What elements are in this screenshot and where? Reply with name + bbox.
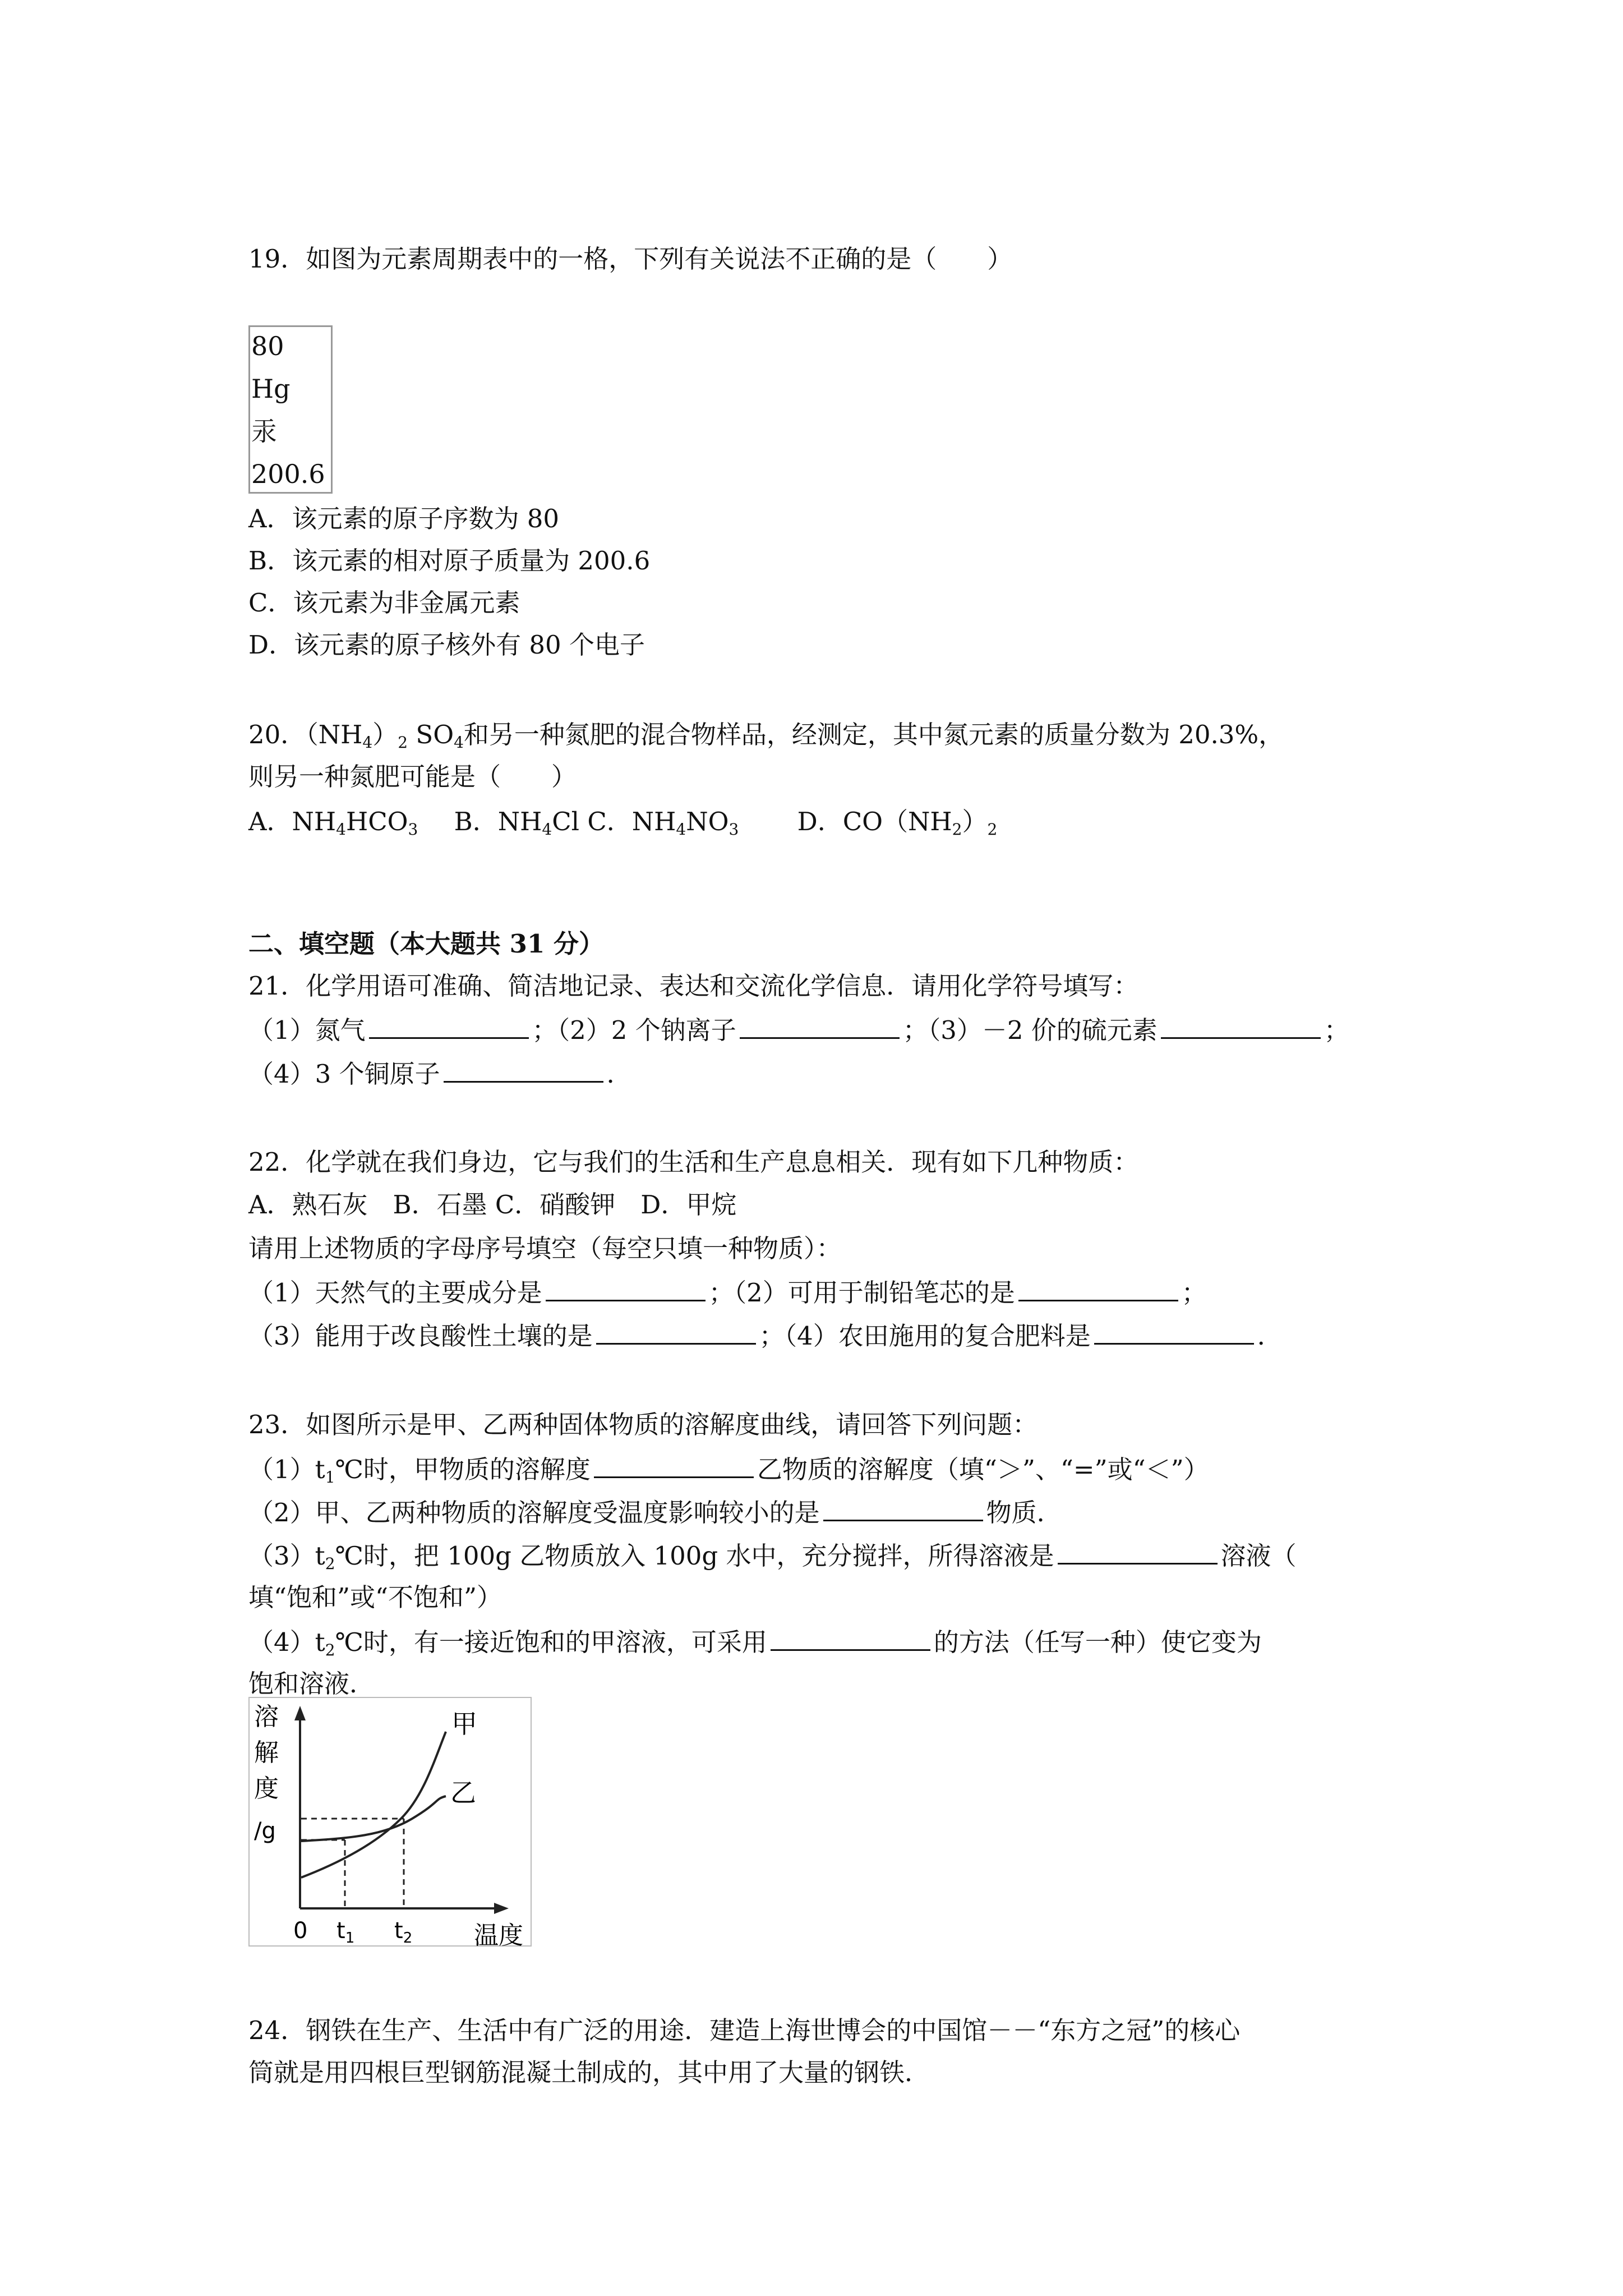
- q20-option-c: C．$NH_4NO_3$: [587, 807, 739, 839]
- answer-blank[interactable]: [596, 1318, 756, 1345]
- q21-line2: （4）3 个铜原子 ．: [248, 1056, 632, 1091]
- y-axis-label-4: /g: [254, 1818, 276, 1844]
- origin-label: 0: [293, 1918, 308, 1944]
- element-cell: [248, 325, 333, 494]
- q23-part3: $(3)t_2℃$时，把 100g 乙物质放入 100g 水中，充分搅拌，所得溶液是 溶液（: [248, 1538, 1297, 1573]
- q19-stem: 19．如图为元素周期表中的一格，下列有关说法不正确的是（ ）: [248, 244, 1013, 274]
- answer-blank[interactable]: [1161, 1013, 1321, 1039]
- q21-line1: （1）氮气 ；（2）2 个钠离子 ；（3）－2 价的硫元素 ；: [248, 1013, 1349, 1047]
- answer-blank[interactable]: [1094, 1318, 1254, 1345]
- t2-label: $t_2$: [394, 1918, 413, 1947]
- answer-blank[interactable]: [1018, 1275, 1178, 1301]
- element-name: 汞: [251, 416, 277, 447]
- q19-option-d: D．该元素的原子核外有 80 个电子: [248, 630, 645, 660]
- solubility-graph: [248, 1697, 532, 1947]
- y-axis-arrow: [294, 1706, 306, 1720]
- q22-choices: A．熟石灰 B．石墨 C．硝酸钾 D．甲烷: [248, 1190, 737, 1220]
- section-title: 二、填空题（本大题共 31 分）: [248, 929, 604, 959]
- y-axis-label-3: 度: [254, 1774, 279, 1803]
- answer-blank[interactable]: [1058, 1538, 1218, 1565]
- q19-option-c: C．该元素为非金属元素: [248, 588, 520, 618]
- y-axis-label-2: 解: [254, 1738, 279, 1767]
- q20-option-b: B．$NH_4Cl$: [454, 807, 580, 839]
- q23-part3-line2: 填“饱和”或“不饱和”）: [248, 1582, 502, 1612]
- answer-blank[interactable]: [444, 1056, 603, 1083]
- q24-line2: 筒就是用四根巨型钢筋混凝土制成的，其中用了大量的钢铁．: [248, 2058, 930, 2087]
- q22-line2: （3）能用于改良酸性土壤的是 ；（4）农田施用的复合肥料是 ．: [248, 1318, 1283, 1353]
- q23-part1: $(1)t_1℃$时，甲物质的溶解度 乙物质的溶解度（填“＞”、“=”或“＜”）: [248, 1452, 1209, 1487]
- q20-option-a: A．$NH_4HCO_3$: [248, 807, 418, 839]
- answer-blank[interactable]: [823, 1495, 983, 1521]
- element-symbol: Hg: [251, 374, 291, 404]
- answer-blank[interactable]: [546, 1275, 706, 1301]
- q23-part4: $(4)t_2℃$时，有一接近饱和的甲溶液，可采用 的方法（任写一种）使它变为: [248, 1625, 1262, 1659]
- q22-line1: （1）天然气的主要成分是 ；（2）可用于制铅笔芯的是 ；: [248, 1275, 1207, 1310]
- x-axis-arrow: [494, 1903, 509, 1914]
- answer-blank[interactable]: [594, 1452, 754, 1478]
- q22-stem: 22．化学就在我们身边，它与我们的生活和生产息息相关．现有如下几种物质：: [248, 1147, 1139, 1177]
- curve-label-yi: 乙: [450, 1778, 476, 1808]
- q20-stem: 20．$(NH_4)_2$ $SO_4$和另一种氮肥的混合物样品，经测定，其中氮元素的质量分数为 20.3%，: [248, 720, 1284, 752]
- element-mass: 200.6: [251, 459, 325, 489]
- answer-blank[interactable]: [771, 1625, 930, 1651]
- q20-stem-line2: 则另一种氮肥可能是（ ）: [248, 762, 577, 792]
- curve-label-jia: 甲: [451, 1709, 477, 1739]
- answer-blank[interactable]: [369, 1013, 529, 1039]
- answer-blank[interactable]: [740, 1013, 900, 1039]
- q20-options: [248, 805, 997, 839]
- q19-option-a: A．该元素的原子序数为 80: [248, 504, 560, 533]
- q23-stem: 23．如图所示是甲、乙两种固体物质的溶解度曲线，请回答下列问题：: [248, 1410, 1038, 1439]
- curve-jia: [301, 1732, 446, 1878]
- q21-stem: 21．化学用语可准确、简洁地记录、表达和交流化学信息．请用化学符号填写：: [248, 971, 1139, 1001]
- x-axis-label: 温度: [474, 1921, 523, 1948]
- y-axis-label-1: 溶: [254, 1703, 279, 1731]
- q23-part2: （2）甲、乙两种物质的溶解度受温度影响较小的是 物质．: [248, 1495, 1062, 1530]
- q23-part4-line2: 饱和溶液．: [248, 1669, 375, 1699]
- q19-option-b: B．该元素的相对原子质量为 200.6: [248, 546, 651, 576]
- element-number: 80: [251, 331, 284, 361]
- q22-instruction: 请用上述物质的字母序号填空（每空只填一种物质）：: [248, 1234, 842, 1263]
- t1-label: $t_1$: [336, 1918, 355, 1947]
- q20-option-d: D．$CO(NH_2)_2$: [797, 807, 998, 839]
- q24-line1: 24．钢铁在生产、生活中有广泛的用途．建造上海世博会的中国馆－－“东方之冠”的核心: [248, 2016, 1241, 2045]
